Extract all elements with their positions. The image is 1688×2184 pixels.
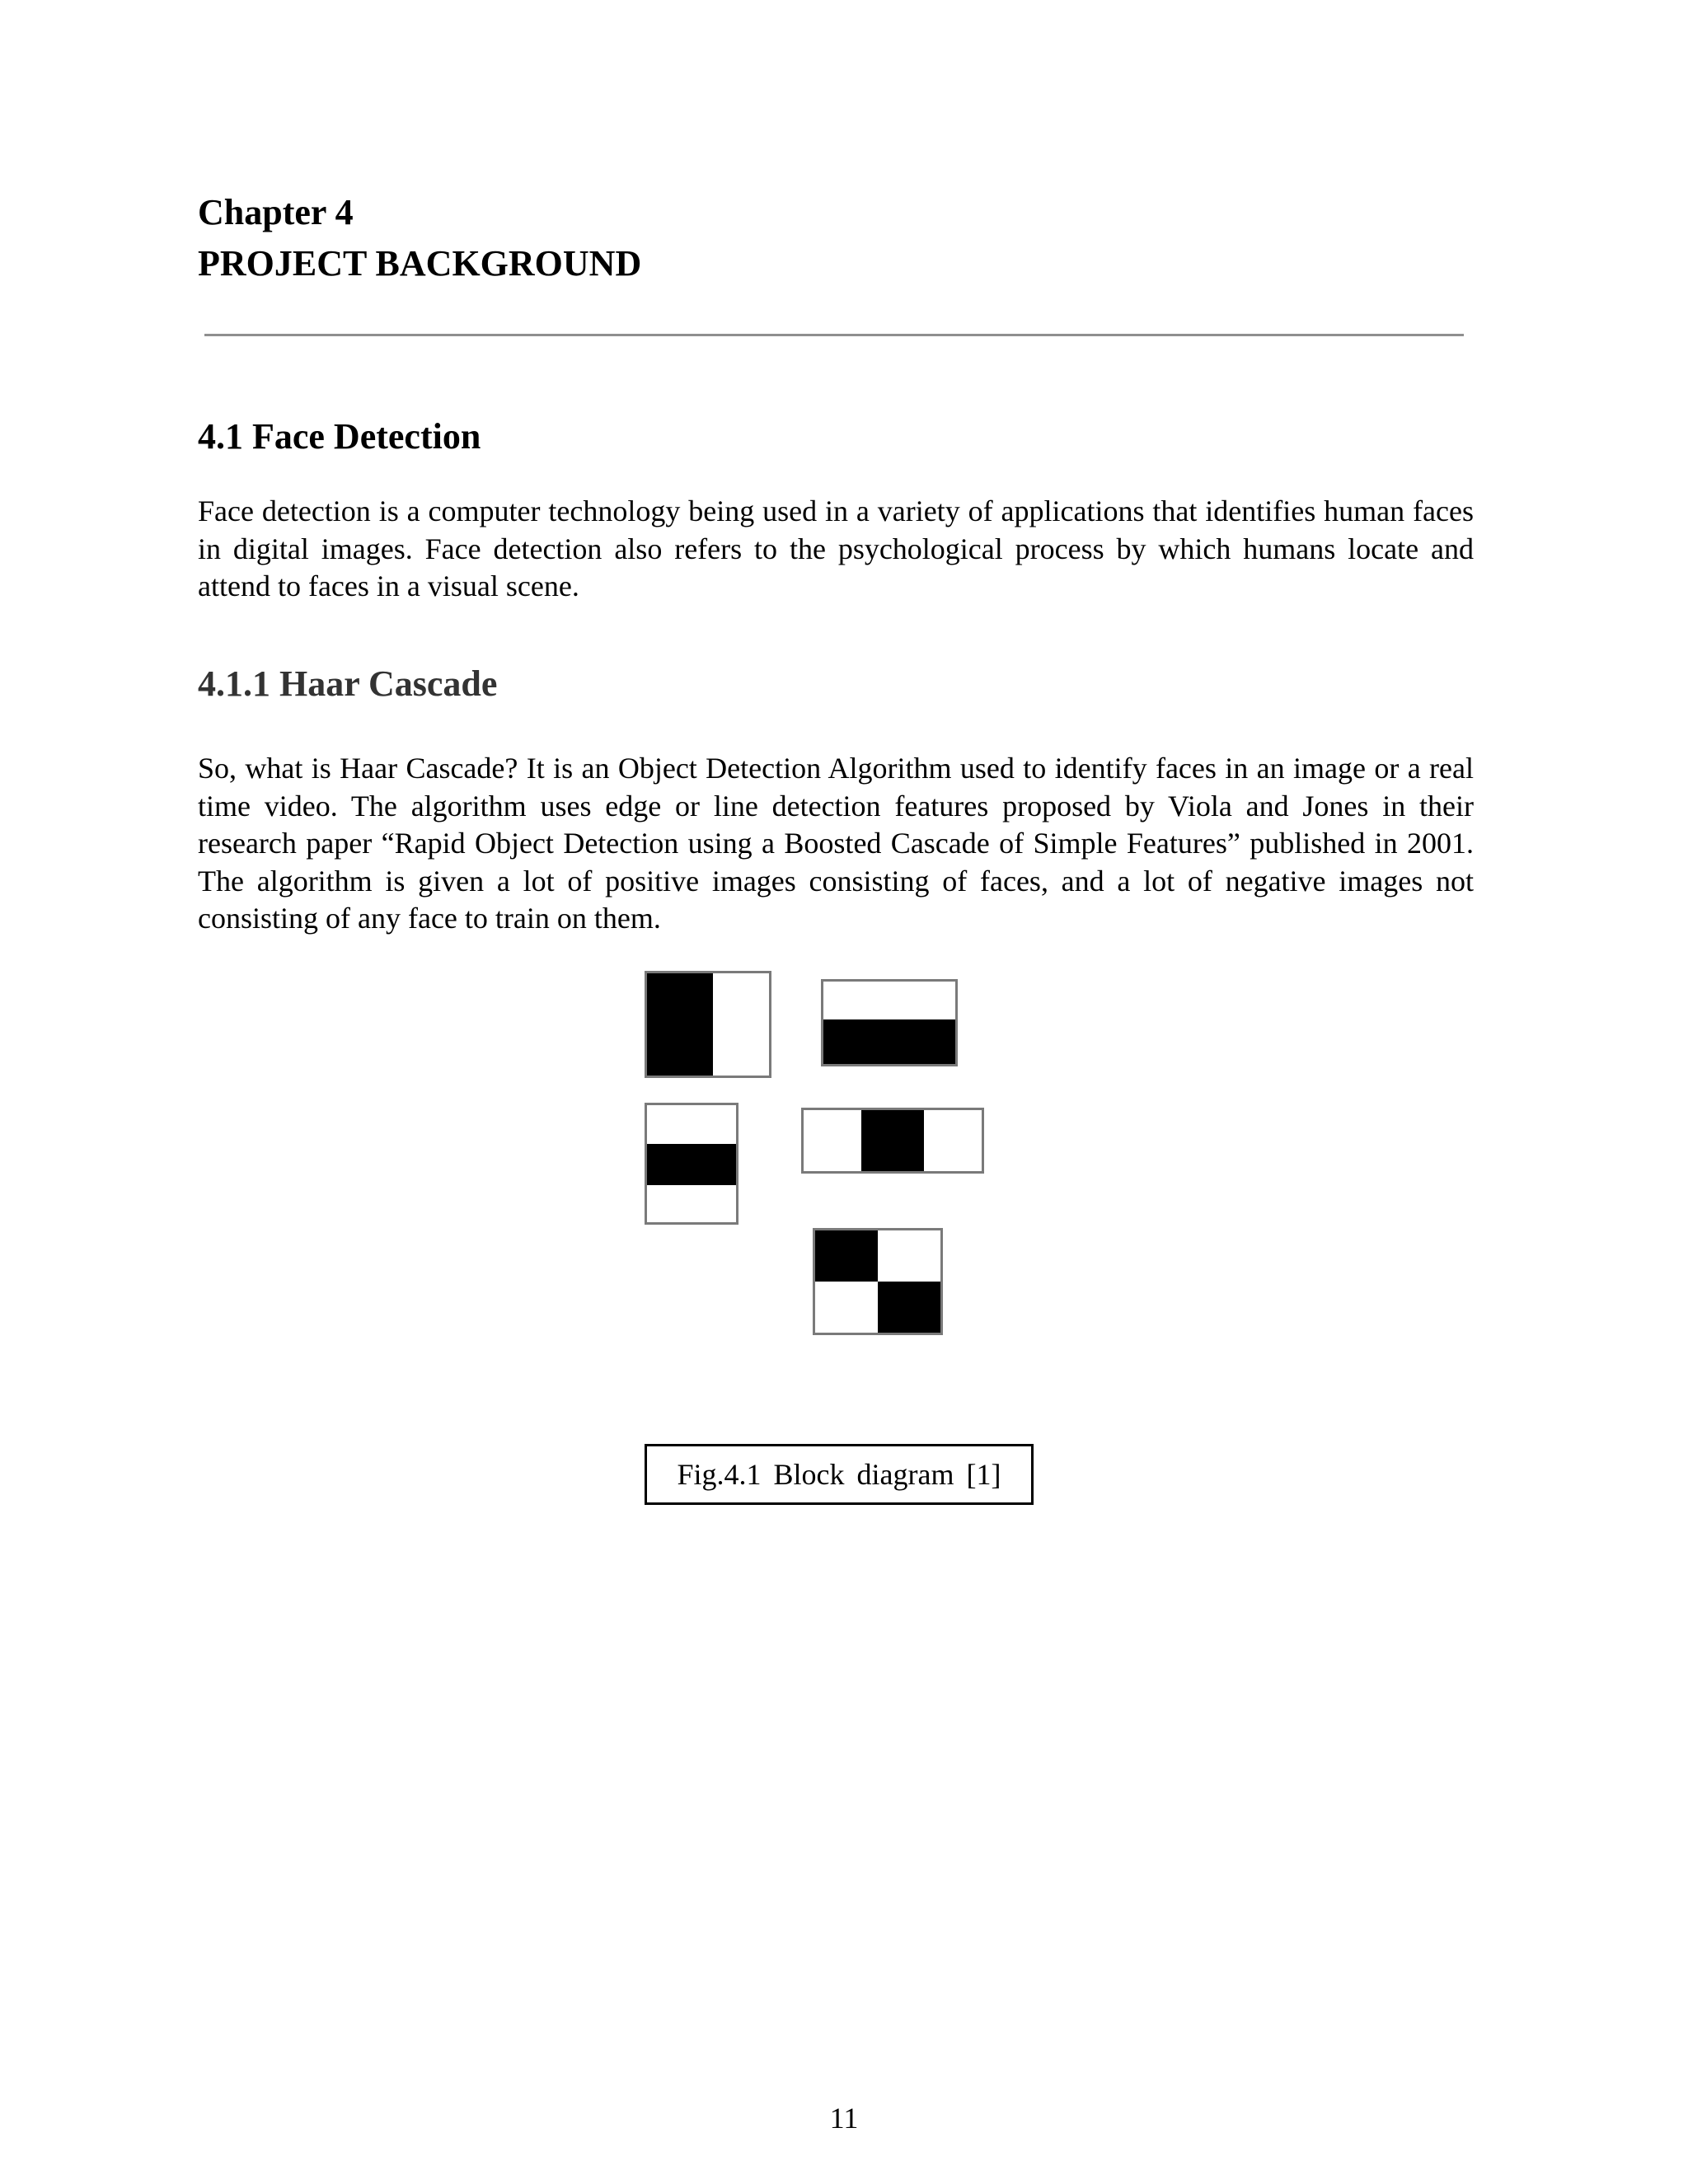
face-detection-paragraph: Face detection is a computer technology being used in a variety of applications that identifies human faces in digital images. Face detection also refers to the psychological process by which humans locate and attend to faces in a visual scene. (198, 494, 1474, 602)
haar-edge-feature-horizontal (821, 979, 958, 1066)
haar-cascade-paragraph: So, what is Haar Cascade? It is an Object Detection Algorithm used to identify faces in an image or a real time video. The algorithm uses edge or line detection features proposed by Viola and Jones in their research paper “Rapid Object Detection using a Boosted Cascade of Simple Features” published in 2001. The algorithm is given a lot of positive images consisting of faces, and a lot of negative images not consisting of any face to train on them. (198, 752, 1474, 935)
section-heading-face-detection: 4.1 Face Detection (198, 416, 481, 457)
figure-caption: Fig.4.1 Block diagram [1] (645, 1444, 1034, 1505)
page-number: 11 (829, 2102, 859, 2135)
chapter-label: Chapter 4 (198, 192, 354, 232)
horizontal-rule (204, 334, 1464, 336)
haar-black-region (647, 973, 713, 1076)
haar-black-region (815, 1230, 878, 1282)
haar-edge-feature-vertical (645, 971, 771, 1078)
haar-black-region (878, 1282, 940, 1333)
haar-black-region (647, 1144, 736, 1185)
haar-four-rectangle-feature (813, 1228, 943, 1335)
haar-black-region (823, 1019, 955, 1064)
section-heading-haar-cascade: 4.1.1 Haar Cascade (198, 663, 498, 704)
haar-black-region (861, 1110, 924, 1171)
haar-line-feature-vertical (801, 1108, 984, 1174)
chapter-title: PROJECT BACKGROUND (198, 243, 642, 284)
haar-line-feature-horizontal (645, 1103, 738, 1225)
